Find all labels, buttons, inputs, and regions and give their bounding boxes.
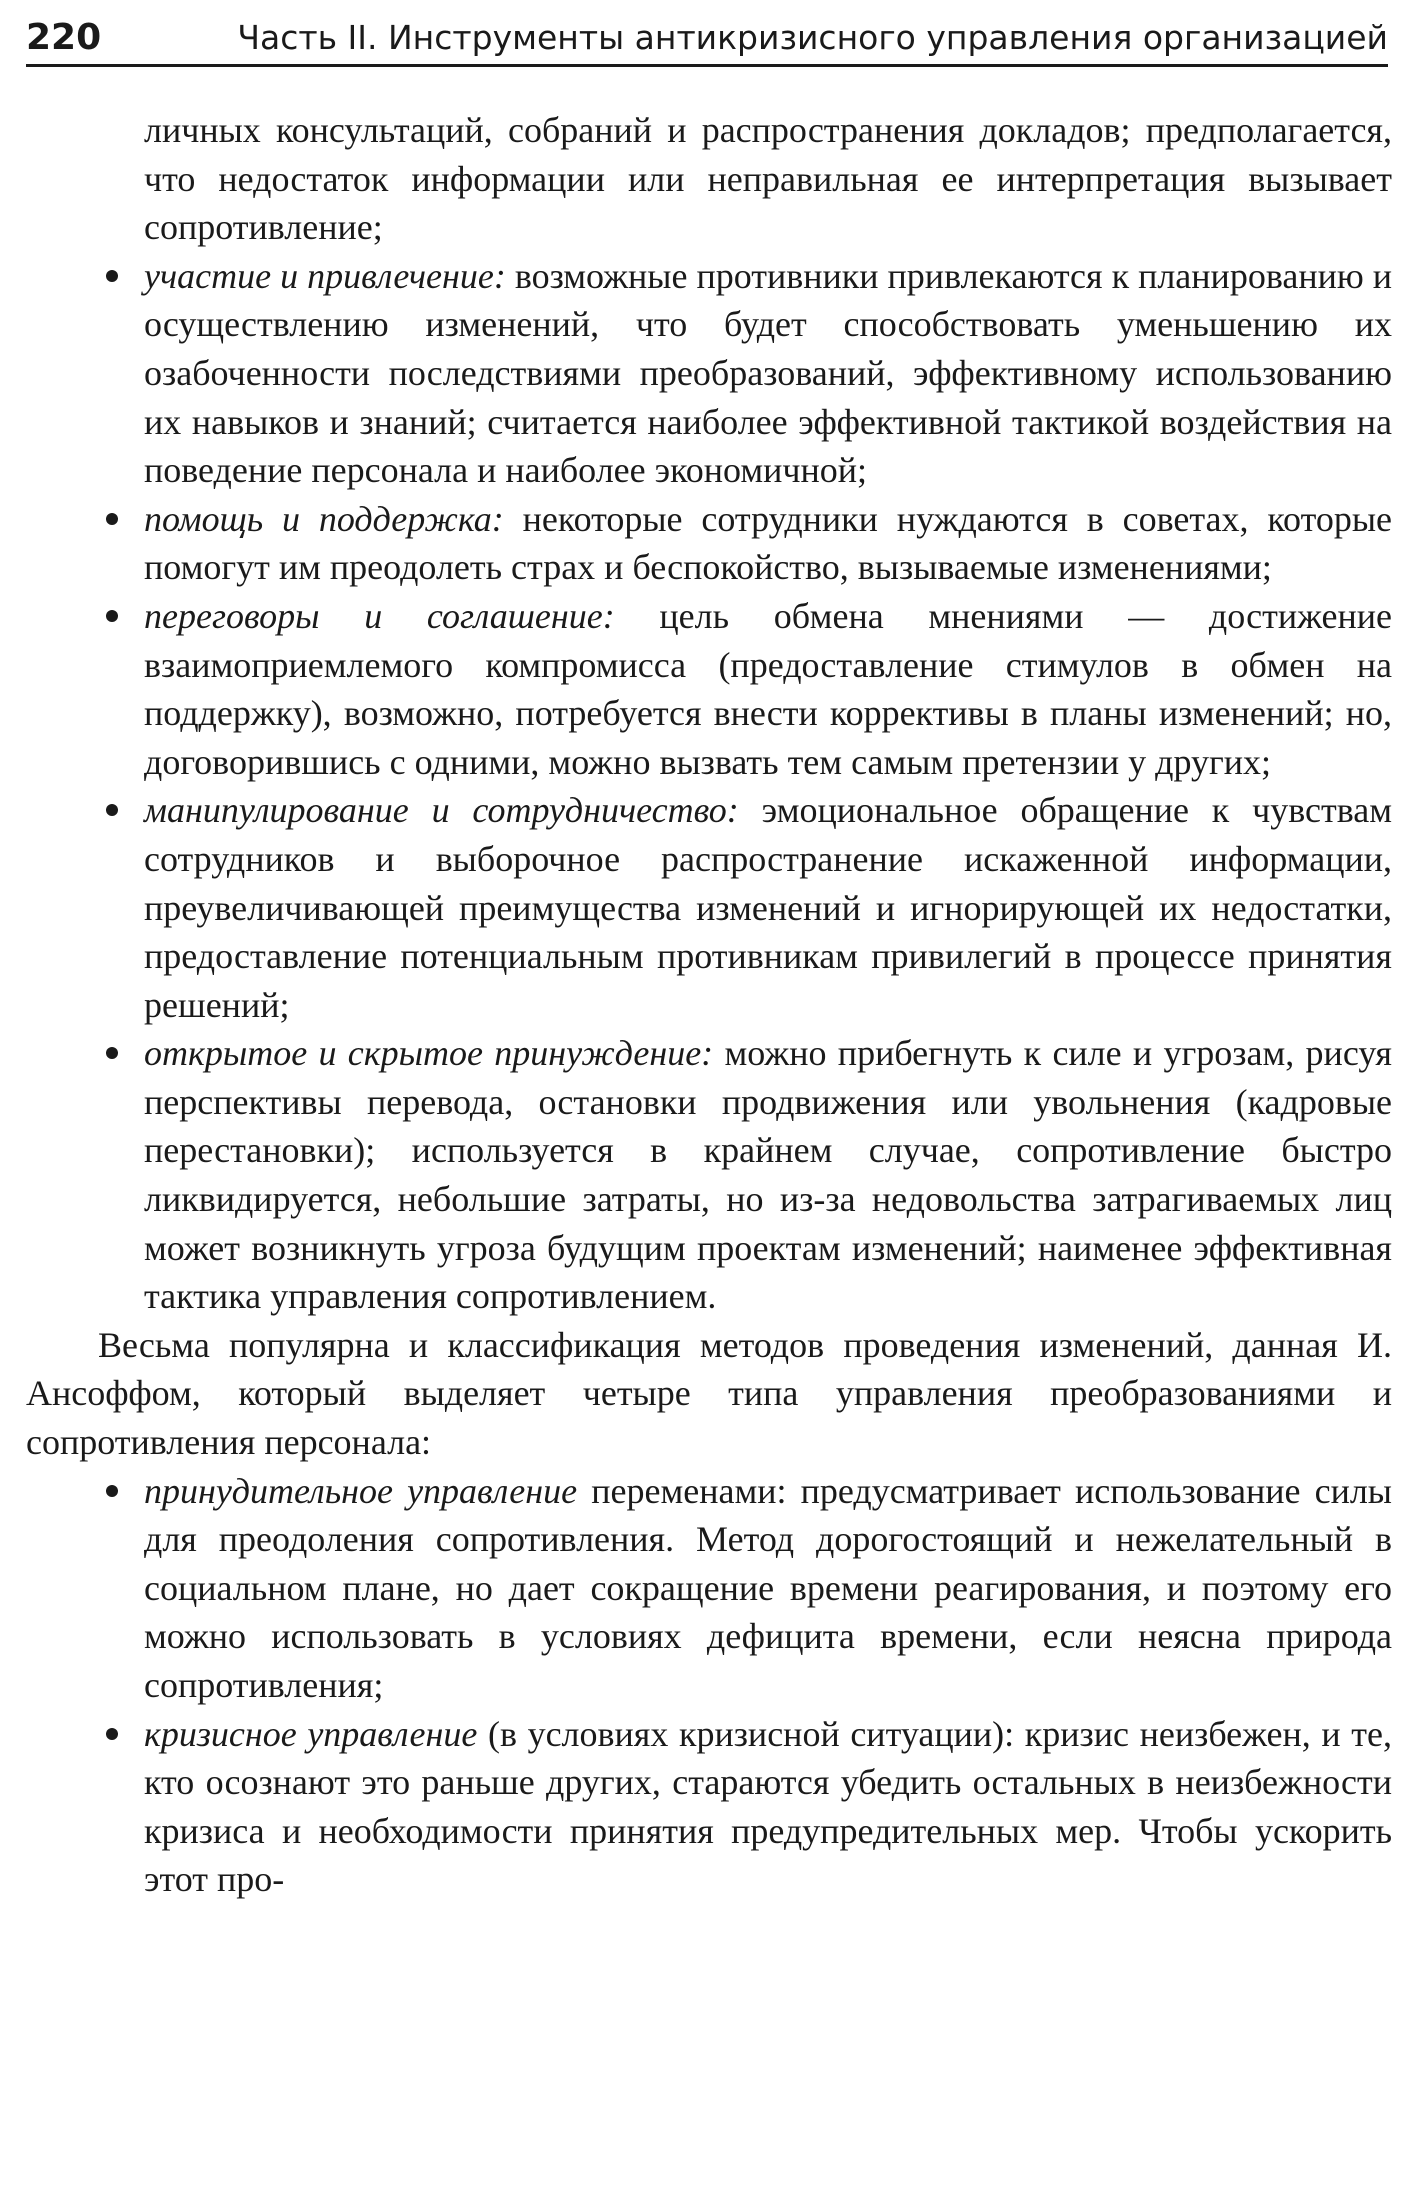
list-item-term: принудительное управление <box>144 1470 578 1511</box>
list-item <box>26 1467 1392 1710</box>
list-item-term: переговоры и соглашение: <box>144 595 615 636</box>
continuation-text: личных консультаций, собраний и распространения докладов; предполагается, что недостаток информации или неправильная ее интерпретация вызывает сопротивление; <box>144 110 1392 248</box>
body-paragraph: Весьма популярна и классификация методов проведения изменений, данная И. Ансоффом, который выделяет четыре типа управления преобразованиями и сопротивления персонала: <box>26 1324 1392 1463</box>
list-item <box>26 1710 1392 1904</box>
list-item <box>26 786 1392 1029</box>
list-item <box>26 252 1392 495</box>
list-item-text: эмоциональное обращение к чувствам сотрудников и выборочное распространение искаженной информации, преувеличивающей преимущества изменений и игнорирующей их недостатки, предоставление потенциальным противникам привилегий в процессе принятия решений; <box>144 790 1392 1025</box>
list-item-term: участие и привлечение: <box>144 255 506 296</box>
list-item-term: манипулирование и сотрудничество: <box>144 790 739 831</box>
list-item-text: можно прибегнуть к силе и угрозам, рисуя перспективы перевода, остановки продвижения или увольнения (кадровые перестановки); используется в крайнем случае, сопротивление быстро ликвидируется, небольшие затраты, но из-за недовольства затрагиваемых лиц может возникнуть угроза будущим проектам изменений; наименее эффективная тактика управления сопротивлением. <box>144 1033 1392 1317</box>
list-item-text: некоторые сотрудники нуждаются в советах, которые помогут им преодолеть страх и беспокойство, вызываемые изменениями; <box>144 498 1392 588</box>
bullet-icon <box>106 270 118 282</box>
page-header <box>26 14 1388 67</box>
page-body <box>26 106 1392 1904</box>
list-item-text: (в условиях кризисной ситуации): кризис неизбежен, и те, кто осознают это раньше других, стараются убедить остальных в неизбежности кризиса и необходимости принятия предупредительных мер. Чтобы ускорить этот про- <box>144 1713 1393 1900</box>
list-item-term: кризисное управление <box>144 1713 478 1754</box>
running-title: Часть II. Инструменты антикризисного управления организацией <box>237 18 1388 57</box>
bullet-icon <box>106 513 118 525</box>
list-item-text: переменами: предусматривает использование силы для преодоления сопротивления. Метод дорогостоящий и нежелательный в социальном плане, но дает сокращение времени реагирования, и поэтому его можно использовать в условиях дефицита времени, если неясна природа сопротивления; <box>144 1470 1392 1705</box>
bullet-icon <box>106 1047 118 1059</box>
tactics-list <box>26 252 1392 1321</box>
list-item <box>26 495 1392 592</box>
bullet-icon <box>106 1485 118 1497</box>
list-item <box>26 592 1392 786</box>
ansoff-types-list <box>26 1467 1392 1904</box>
list-item-text: возможные противники привлекаются к планированию и осуществлению изменений, что будет способствовать уменьшению их озабоченности последствиями преобразований, эффективному использованию их навыков и знаний; считается наиболее эффективной тактикой воздействия на поведение персонала и наиболее экономичной; <box>144 255 1393 491</box>
list-item-term: помощь и поддержка: <box>144 498 504 539</box>
list-item-text: цель обмена мнениями — достижение взаимоприемлемого компромисса (предоставление стимулов в обмен на поддержку), возможно, потребуется внести коррективы в планы изменений; но, договорившись с одними, можно вызвать тем самым претензии у других; <box>144 595 1392 782</box>
bullet-icon <box>106 804 118 816</box>
list-item <box>26 1029 1392 1321</box>
bullet-icon <box>106 1728 118 1740</box>
bullet-icon <box>106 610 118 622</box>
page-number: 220 <box>26 17 102 58</box>
list-item-term: открытое и скрытое принуждение: <box>144 1033 714 1074</box>
